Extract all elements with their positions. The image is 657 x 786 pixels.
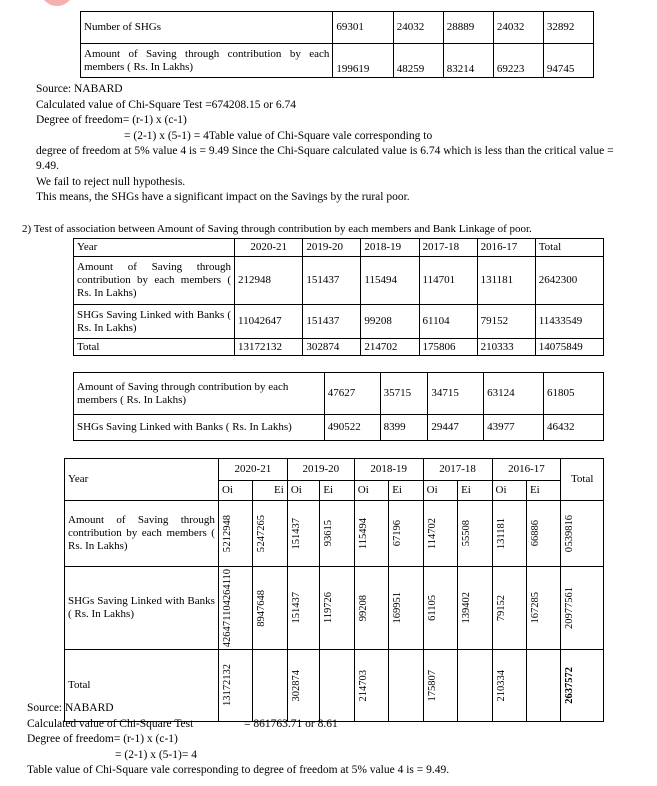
table-cell bbox=[354, 501, 388, 567]
cell-value: 20977561 bbox=[564, 586, 576, 629]
table-cell: 11433549 bbox=[535, 305, 603, 339]
table-cell bbox=[561, 649, 604, 721]
table-row bbox=[74, 415, 604, 441]
cell-value: 119726 bbox=[323, 592, 335, 624]
row-label: Amount of Saving through contribution by each members ( Rs. In Lakhs) bbox=[74, 257, 235, 305]
row-label: Total bbox=[65, 649, 219, 721]
ei-label: Ei bbox=[253, 481, 287, 501]
ei-label: Ei bbox=[458, 481, 492, 501]
header-total: Total bbox=[561, 459, 604, 501]
cell-value: 302874 bbox=[290, 669, 302, 702]
header-cell: 2016-17 bbox=[477, 239, 535, 257]
table-cell: 99208 bbox=[361, 305, 419, 339]
oi-label: Oi bbox=[218, 481, 252, 501]
table-value-text: Table value of Chi-Square vale corresponding to degree of freedom at 5% value 4 is = 9.49. bbox=[27, 764, 450, 776]
table-row bbox=[74, 373, 604, 415]
degree-of-freedom-calc: = (2-1) x (5-1) = 4Table value of Chi-Square vale corresponding to bbox=[124, 130, 433, 142]
degree-of-freedom: Degree of freedom= (r-1) x (c-1) bbox=[27, 733, 178, 745]
cell-value: 139402 bbox=[461, 592, 473, 624]
table-cell bbox=[287, 501, 320, 567]
chi-square-calculated-label: Calculated value of Chi-Square Test bbox=[27, 718, 194, 730]
header-year-2016-17: 2016-17 bbox=[492, 459, 561, 481]
cell-value: 169951 bbox=[392, 592, 404, 624]
row-label: Amount of Saving through contribution by each members ( Rs. In Lakhs) bbox=[74, 373, 325, 415]
cell-value: 175807 bbox=[426, 669, 438, 702]
table-row bbox=[74, 257, 604, 305]
cell-value: 114702 bbox=[426, 517, 438, 550]
table-cell: 302874 bbox=[303, 339, 361, 356]
table-cell: 32892 bbox=[543, 12, 593, 44]
cell-value: 99208 bbox=[357, 594, 369, 622]
table-cell-empty bbox=[389, 649, 423, 721]
table-cell: 14075849 bbox=[535, 339, 603, 356]
table-row bbox=[81, 12, 594, 44]
table-cell: 131181 bbox=[477, 257, 535, 305]
table-shg-savings bbox=[80, 11, 594, 78]
table-cell: 24032 bbox=[493, 12, 543, 44]
oi-label: Oi bbox=[492, 481, 526, 501]
table-cell: 151437 bbox=[303, 305, 361, 339]
cell-value: 539816 bbox=[564, 515, 576, 547]
section-heading: 2) Test of association between Amount of Saving through contribution by each members and Bank Linkage of poor. bbox=[22, 223, 532, 235]
table-cell bbox=[320, 567, 354, 650]
table-cell bbox=[287, 649, 320, 721]
table-cell: 8399 bbox=[380, 415, 428, 441]
source-label: Source: NABARD bbox=[36, 83, 123, 95]
cell-value: 93615 bbox=[323, 520, 335, 547]
header-cell: 2019-20 bbox=[303, 239, 361, 257]
degree-of-freedom: Degree of freedom= (r-1) x (c-1) bbox=[36, 114, 187, 126]
cell-value: 247265 bbox=[256, 515, 268, 547]
table-cell bbox=[218, 501, 252, 567]
table-cell bbox=[492, 501, 526, 567]
cell-value: 79152 bbox=[495, 594, 507, 622]
table-cell: 94745 bbox=[543, 44, 593, 78]
chi-square-calculated: Calculated value of Chi-Square Test =674208.15 or 6.74 bbox=[36, 99, 297, 111]
cell-value: 115494 bbox=[357, 517, 369, 550]
table-cell: 114701 bbox=[419, 257, 477, 305]
table-cell bbox=[423, 501, 457, 567]
row-label: Amount of Saving through contribution by each members ( Rs. In Lakhs) bbox=[81, 44, 333, 78]
header-year: Year bbox=[65, 459, 219, 501]
table-cell: 83214 bbox=[443, 44, 493, 78]
table-cell: 175806 bbox=[419, 339, 477, 356]
cell-value: 151437 bbox=[290, 592, 302, 624]
table-cell bbox=[218, 567, 252, 650]
cell-value-wrap: 5 bbox=[256, 546, 268, 552]
table-cell: 214702 bbox=[361, 339, 419, 356]
conclusion-text: We fail to reject null hypothesis. bbox=[36, 176, 186, 188]
table-cell: 61104 bbox=[419, 305, 477, 339]
table-expected-differences bbox=[73, 372, 604, 441]
table-cell bbox=[561, 567, 604, 650]
table-cell: 35715 bbox=[380, 373, 428, 415]
table-cell: 2642300 bbox=[535, 257, 603, 305]
degree-of-freedom-calc: = (2-1) x (5-1)= 4 bbox=[115, 749, 197, 761]
cell-value: 1104264110 bbox=[221, 569, 233, 621]
row-label: SHGs Saving Linked with Banks ( Rs. In Lakhs) bbox=[74, 305, 235, 339]
cell-value-total: 2637572 bbox=[564, 667, 576, 704]
table-cell: 69301 bbox=[333, 12, 393, 44]
header-cell: Year bbox=[74, 239, 235, 257]
header-year-2019-20: 2019-20 bbox=[287, 459, 354, 481]
table-cell bbox=[458, 567, 492, 650]
table-cell: 43977 bbox=[484, 415, 544, 441]
row-label: Number of SHGs bbox=[81, 12, 333, 44]
cell-value: 214703 bbox=[357, 669, 369, 702]
row-label: SHGs Saving Linked with Banks ( Rs. In Lakhs) bbox=[74, 415, 325, 441]
table-row bbox=[65, 567, 604, 650]
table-cell-empty bbox=[253, 649, 287, 721]
table-cell: 199619 bbox=[333, 44, 393, 78]
oi-label: Oi bbox=[423, 481, 457, 501]
table-cell: 13172132 bbox=[235, 339, 303, 356]
table-row bbox=[81, 44, 594, 78]
table-cell: 48259 bbox=[393, 44, 443, 78]
table-cell bbox=[320, 501, 354, 567]
cell-value: 212948 bbox=[221, 515, 233, 547]
table-cell bbox=[458, 501, 492, 567]
table-cell-empty bbox=[526, 649, 560, 721]
header-cell: 2020-21 bbox=[235, 239, 303, 257]
table-cell bbox=[389, 501, 423, 567]
header-year-2017-18: 2017-18 bbox=[423, 459, 492, 481]
table-cell bbox=[354, 649, 388, 721]
table-header-row bbox=[65, 459, 604, 481]
cell-value: 61105 bbox=[426, 595, 438, 621]
ei-label: Ei bbox=[526, 481, 560, 501]
oi-label: Oi bbox=[287, 481, 320, 501]
logo-fragment bbox=[40, 0, 74, 6]
table-cell bbox=[389, 567, 423, 650]
row-label: Total bbox=[74, 339, 235, 356]
table-cell: 115494 bbox=[361, 257, 419, 305]
header-year-2020-21: 2020-21 bbox=[218, 459, 287, 481]
cell-value: 67196 bbox=[392, 520, 404, 547]
cell-value: 13172132 bbox=[221, 664, 233, 707]
table-cell: 212948 bbox=[235, 257, 303, 305]
table-cell bbox=[287, 567, 320, 650]
ei-label: Ei bbox=[389, 481, 423, 501]
table-row bbox=[65, 501, 604, 567]
table-cell bbox=[423, 567, 457, 650]
row-label: SHGs Saving Linked with Banks ( Rs. In Lakhs) bbox=[65, 567, 219, 650]
paragraph-line: degree of freedom at 5% value 4 is = 9.49 Since the Chi-Square calculated value is 6.74 which is less than the critical value = bbox=[36, 145, 614, 157]
table-cell-empty bbox=[458, 649, 492, 721]
table-cell bbox=[253, 501, 287, 567]
cell-value: 131181 bbox=[495, 517, 507, 550]
table-cell: 28889 bbox=[443, 12, 493, 44]
conclusion-text: This means, the SHGs have a significant impact on the Savings by the rural poor. bbox=[36, 191, 410, 203]
table-cell bbox=[218, 649, 252, 721]
table-cell: 29447 bbox=[428, 415, 484, 441]
table-observed-expected bbox=[64, 458, 604, 722]
chi-square-calculated-value: = 861763.71 or 8.61 bbox=[244, 718, 338, 730]
cell-value: 167285 bbox=[529, 592, 541, 624]
table-cell: 63124 bbox=[484, 373, 544, 415]
ei-label: Ei bbox=[320, 481, 354, 501]
cell-value: 151437 bbox=[290, 517, 302, 550]
table-cell: 34715 bbox=[428, 373, 484, 415]
table-row bbox=[65, 649, 604, 721]
table-cell-empty bbox=[320, 649, 354, 721]
table-cell bbox=[492, 649, 526, 721]
table-cell: 79152 bbox=[477, 305, 535, 339]
table-cell: 69223 bbox=[493, 44, 543, 78]
table-row bbox=[74, 305, 604, 339]
table-association bbox=[73, 238, 604, 356]
table-cell bbox=[492, 567, 526, 650]
table-cell: 46432 bbox=[544, 415, 604, 441]
cell-value-wrap: 5 bbox=[221, 546, 233, 552]
cell-value-wrap: 0 bbox=[564, 546, 576, 552]
table-cell: 24032 bbox=[393, 12, 443, 44]
cell-value: 210334 bbox=[495, 669, 507, 702]
header-cell: 2017-18 bbox=[419, 239, 477, 257]
table-cell: 61805 bbox=[544, 373, 604, 415]
cell-value: 8947648 bbox=[256, 589, 268, 627]
row-label: Amount of Saving through contribution by each members ( Rs. In Lakhs) bbox=[65, 501, 219, 567]
header-cell: 2018-19 bbox=[361, 239, 419, 257]
header-cell: Total bbox=[535, 239, 603, 257]
oi-label: Oi bbox=[354, 481, 388, 501]
table-header-row bbox=[74, 239, 604, 257]
table-cell: 210333 bbox=[477, 339, 535, 356]
table-cell bbox=[253, 567, 287, 650]
cell-value: 66886 bbox=[529, 520, 541, 547]
table-row bbox=[74, 339, 604, 356]
table-cell: 11042647 bbox=[235, 305, 303, 339]
table-cell: 490522 bbox=[324, 415, 380, 441]
table-cell: 47627 bbox=[324, 373, 380, 415]
table-cell bbox=[526, 567, 560, 650]
table-cell bbox=[354, 567, 388, 650]
paragraph-line: 9.49. bbox=[36, 160, 59, 172]
cell-value-wrap: 42647 bbox=[221, 620, 233, 647]
table-cell: 151437 bbox=[303, 257, 361, 305]
source-label: Source: NABARD bbox=[27, 702, 114, 714]
cell-value: 55508 bbox=[461, 520, 473, 547]
table-cell bbox=[561, 501, 604, 567]
header-year-2018-19: 2018-19 bbox=[354, 459, 423, 481]
table-cell bbox=[423, 649, 457, 721]
table-cell bbox=[526, 501, 560, 567]
